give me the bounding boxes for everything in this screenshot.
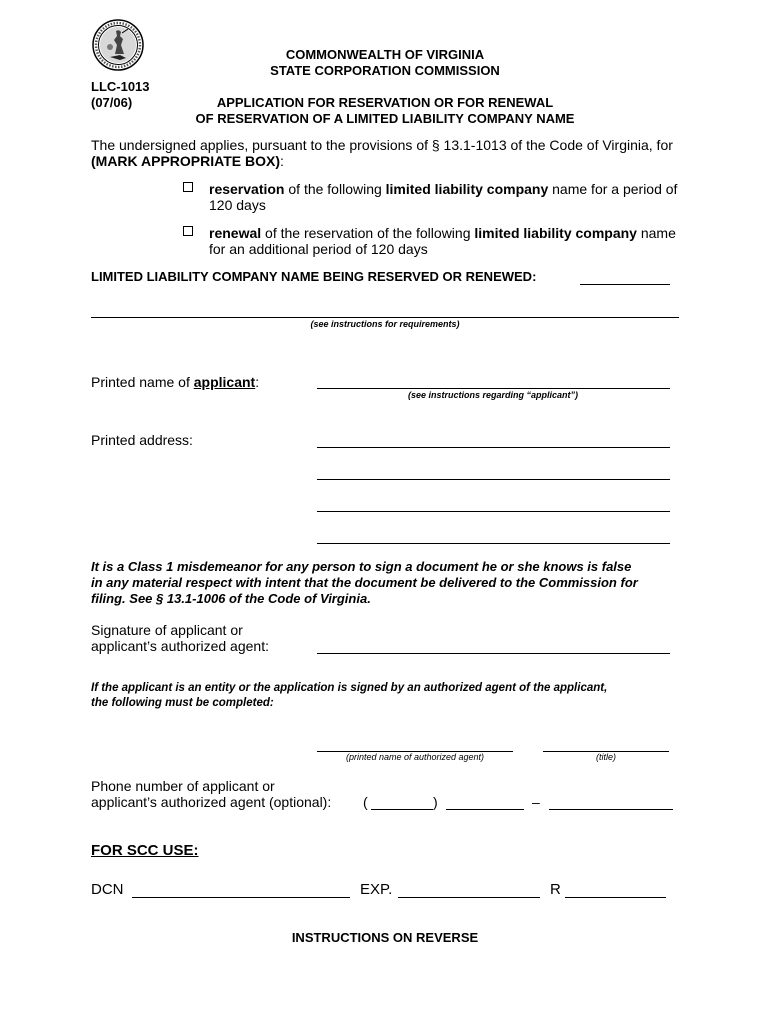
phone-label-line2: applicant’s authorized agent (optional): xyxy=(91,794,332,810)
address-line-1[interactable] xyxy=(317,433,670,448)
warning-line1: It is a Class 1 misdemeanor for any person to sign a document he or she knows is false xyxy=(91,559,632,574)
signature-field[interactable] xyxy=(317,639,670,654)
phone-prefix-field[interactable] xyxy=(446,795,524,810)
renewal-checkbox[interactable] xyxy=(183,226,193,236)
dcn-label: DCN xyxy=(91,881,124,898)
phone-number-field[interactable] xyxy=(549,795,673,810)
warning-line3: filing. See § 13.1-1006 of the Code of Virginia. xyxy=(91,591,371,606)
form-date: (07/06) xyxy=(91,95,133,110)
form-title-line2: OF RESERVATION OF A LIMITED LIABILITY COMPANY NAME xyxy=(195,111,575,126)
agent-title-caption: (title) xyxy=(596,752,616,762)
r-label: R xyxy=(550,881,561,898)
entity-note-line1: If the applicant is an entity or the application is signed by an authorized agent of the applicant, xyxy=(91,682,608,694)
llc-name-field[interactable] xyxy=(91,303,679,318)
address-line-4[interactable] xyxy=(317,529,670,544)
exp-field[interactable] xyxy=(398,883,540,898)
address-label: Printed address: xyxy=(91,432,193,448)
exp-label: EXP. xyxy=(360,881,393,898)
reservation-checkbox[interactable] xyxy=(183,182,193,192)
renewal-option-text: renewal of the reservation of the following limited liability company name xyxy=(209,225,676,241)
phone-label-line1: Phone number of applicant or xyxy=(91,778,275,794)
agent-title-field[interactable] xyxy=(543,737,669,752)
r-field[interactable] xyxy=(565,883,666,898)
applicant-label: Printed name of applicant: xyxy=(91,374,260,390)
llc-name-field-start[interactable] xyxy=(580,270,670,285)
signature-label-line2: applicant’s authorized agent: xyxy=(91,638,269,654)
agent-name-field[interactable] xyxy=(317,737,513,752)
phone-area-code-field[interactable] xyxy=(371,795,433,810)
reservation-option-text: reservation of the following limited liability company name for a period of xyxy=(209,181,678,197)
form-title-line1: APPLICATION FOR RESERVATION OR FOR RENEWAL xyxy=(216,95,554,110)
renewal-option-period: for an additional period of 120 days xyxy=(209,241,428,257)
address-line-3[interactable] xyxy=(317,497,670,512)
phone-close-paren: ) xyxy=(433,794,438,810)
address-line-2[interactable] xyxy=(317,465,670,480)
form-number: LLC-1013 xyxy=(91,79,150,94)
signature-label-line1: Signature of applicant or xyxy=(91,622,243,638)
applicant-note: (see instructions regarding “applicant”) xyxy=(408,390,579,400)
phone-dash: – xyxy=(532,794,540,810)
llc-name-note: (see instructions for requirements) xyxy=(310,319,460,329)
header-commission: STATE CORPORATION COMMISSION xyxy=(270,63,500,78)
agent-name-caption: (printed name of authorized agent) xyxy=(345,752,485,762)
entity-note-line2: the following must be completed: xyxy=(91,697,274,709)
mark-box-instruction: (MARK APPROPRIATE BOX) xyxy=(91,153,280,169)
llc-name-label: LIMITED LIABILITY COMPANY NAME BEING RESERVED OR RENEWED: xyxy=(91,269,537,284)
instructions-footer: INSTRUCTIONS ON REVERSE xyxy=(291,930,479,945)
intro-text: The undersigned applies, pursuant to the provisions of § 13.1-1013 of the Code of Virginia, for xyxy=(91,137,673,153)
applicant-name-field[interactable] xyxy=(317,374,670,389)
header-commonwealth: COMMONWEALTH OF VIRGINIA xyxy=(285,47,485,62)
dcn-field[interactable] xyxy=(132,883,350,898)
reservation-option-period: 120 days xyxy=(209,197,266,213)
warning-line2: in any material respect with intent that the document be delivered to the Commission for xyxy=(91,575,638,590)
scc-use-heading: FOR SCC USE: xyxy=(91,842,199,859)
intro-instruction: (MARK APPROPRIATE BOX): xyxy=(91,153,284,169)
phone-open-paren: ( xyxy=(363,794,368,810)
